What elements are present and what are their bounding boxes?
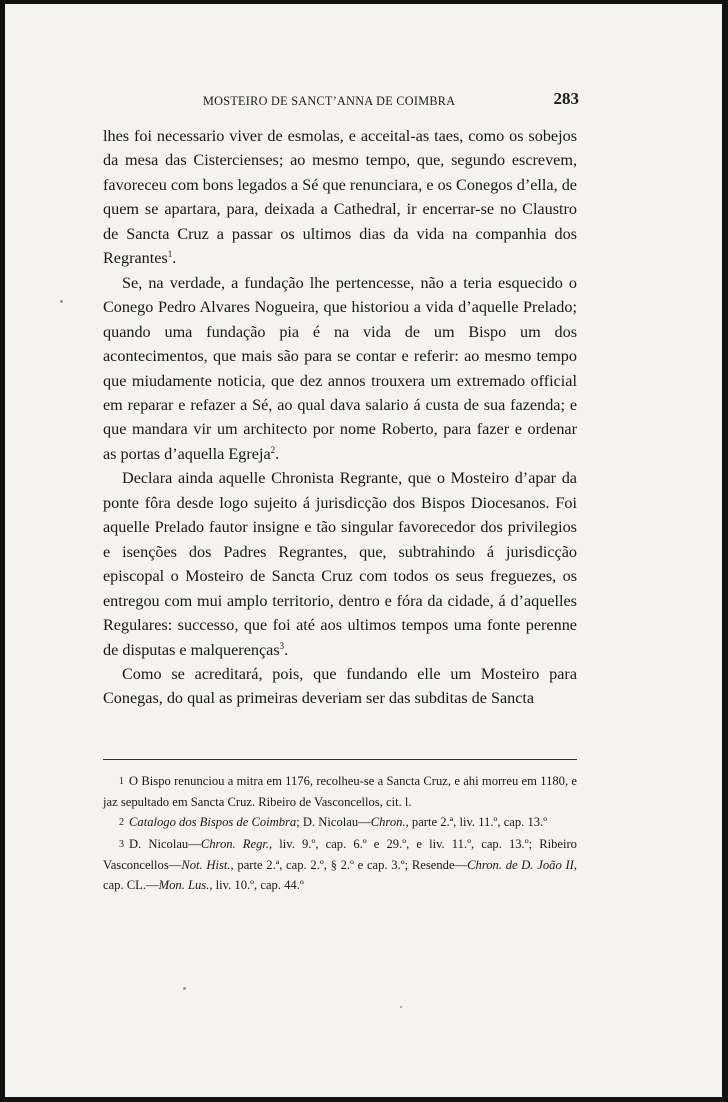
footnote-ref-1: 1 [167,249,173,260]
paragraph-1-text: lhes foi necessario viver de esmolas, e acceital-as taes, como os sobejos da mesa das Cistercienses; ao mesmo tempo, que, segundo escrevem, favoreceu com bons legados a Sé que renunciara, e os Conegos d’ella, de quem se apartara, para, deixada a Cathedral, ir encerrar-se no Claustro de Sancta Cruz a passar os ultimos dias da vida na companhia dos Regrantes [103,127,577,268]
footnote-mark: 1 [119,776,124,787]
running-title: MOSTEIRO DE SANCT’ANNA DE COIMBRA [203,94,456,108]
footnotes [103,771,577,895]
footnote-citation: Not. Hist. [181,857,231,872]
footnote-text: , parte 2.ª, liv. 11.º, cap. 13.º [405,815,548,830]
footnote-ref-3: 3 [279,640,285,651]
footnote-3 [103,834,577,896]
paper-speck [400,1006,402,1008]
footnote-mark: 3 [119,838,124,850]
paper-speck [60,300,63,303]
paragraph-3-text: Declara ainda aquelle Chronista Regrante, que o Mosteiro d’apar da ponte fôra desde logo sujeito á jurisdicção dos Bispos Diocesanos. Foi aquelle Prelado fautor insigne e tão singular favorecedor dos privilegios e isenções dos Padres Regrantes, que, subtrahindo á jurisdicção episcopal o Mosteiro de Sancta Cruz com todos os seus freguezes, os entregou com mui amplo territorio, dentro e fóra da cidade, á d’aquelles Regulares: successo, que foi até aos ultimos tempos uma fonte perenne de disputas e malquerenças [103,469,577,659]
paragraph-3-end: . [284,640,289,659]
footnote-citation: Chron. de D. João II [467,857,574,872]
footnote-text: , cap. CL.— [103,857,577,893]
footnote-text: D. Nicolau— [129,836,201,851]
page-header [105,90,577,112]
footnote-citation: Mon. Lus. [158,878,210,893]
footnote-1 [103,771,577,812]
paragraph-4-text: Como se acreditará, pois, que fundando elle um Mosteiro para Conegas, do qual as primeiras deveriam ser das subditas de Sancta [103,664,577,708]
footnote-ref-2: 2 [270,444,276,455]
paragraph-2 [103,271,577,467]
footnote-2 [103,812,577,833]
paper-speck [183,987,186,990]
footnote-citation: Chron. Regr. [200,836,270,851]
book-page [5,4,722,1097]
footnote-mark: 2 [119,817,124,829]
main-text [103,124,577,711]
footnote-citation: Chron. [370,815,406,830]
footnote-text: , liv. 10.º, cap. 44.º [209,878,304,893]
paragraph-3 [103,466,577,662]
footnote-text: , liv. 9.º, cap. 6.º e 29.º, e liv. 11.º, cap. 13.º; Ribeiro Vasconcellos— [103,836,577,872]
page-number: 283 [553,89,579,108]
footnote-text: , parte 2.ª, cap. 2.º, § 2.º e cap. 3.º; Resende— [230,857,468,872]
paragraph-2-end: . [275,444,280,463]
footnote-text: ; D. Nicolau— [296,815,371,830]
paragraph-2-text: Se, na verdade, a fundação lhe pertencesse, não a teria esquecido o Conego Pedro Alvares Nogueira, que historiou a vida d’aquelle Prelado; quando uma fundação pia é na vida de um Bispo um dos acontecimentos, que mais são para se contar e referir: ao mesmo tempo que miudamente noticia, que dez annos trouxera um extremado official em reparar e refazer a Sé, ao qual dava salario á custa de sua fazenda; e que mandara vir um architecto por nome Roberto, para fazer e ordenar as portas d’aquella Egreja [103,273,577,463]
footnote-text: O Bispo renunciou a mitra em 1176, recolheu-se a Sancta Cruz, e ahi morreu em 1180, e jaz sepultado em Sancta Cruz. Ribeiro de Vasconcellos, cit. l. [103,774,577,810]
paragraph-4 [103,662,577,711]
paragraph-1 [103,124,577,271]
footnote-divider [103,759,577,760]
paragraph-1-end: . [172,249,177,268]
footnote-citation: Catalogo dos Bispos de Coimbra [129,815,297,830]
